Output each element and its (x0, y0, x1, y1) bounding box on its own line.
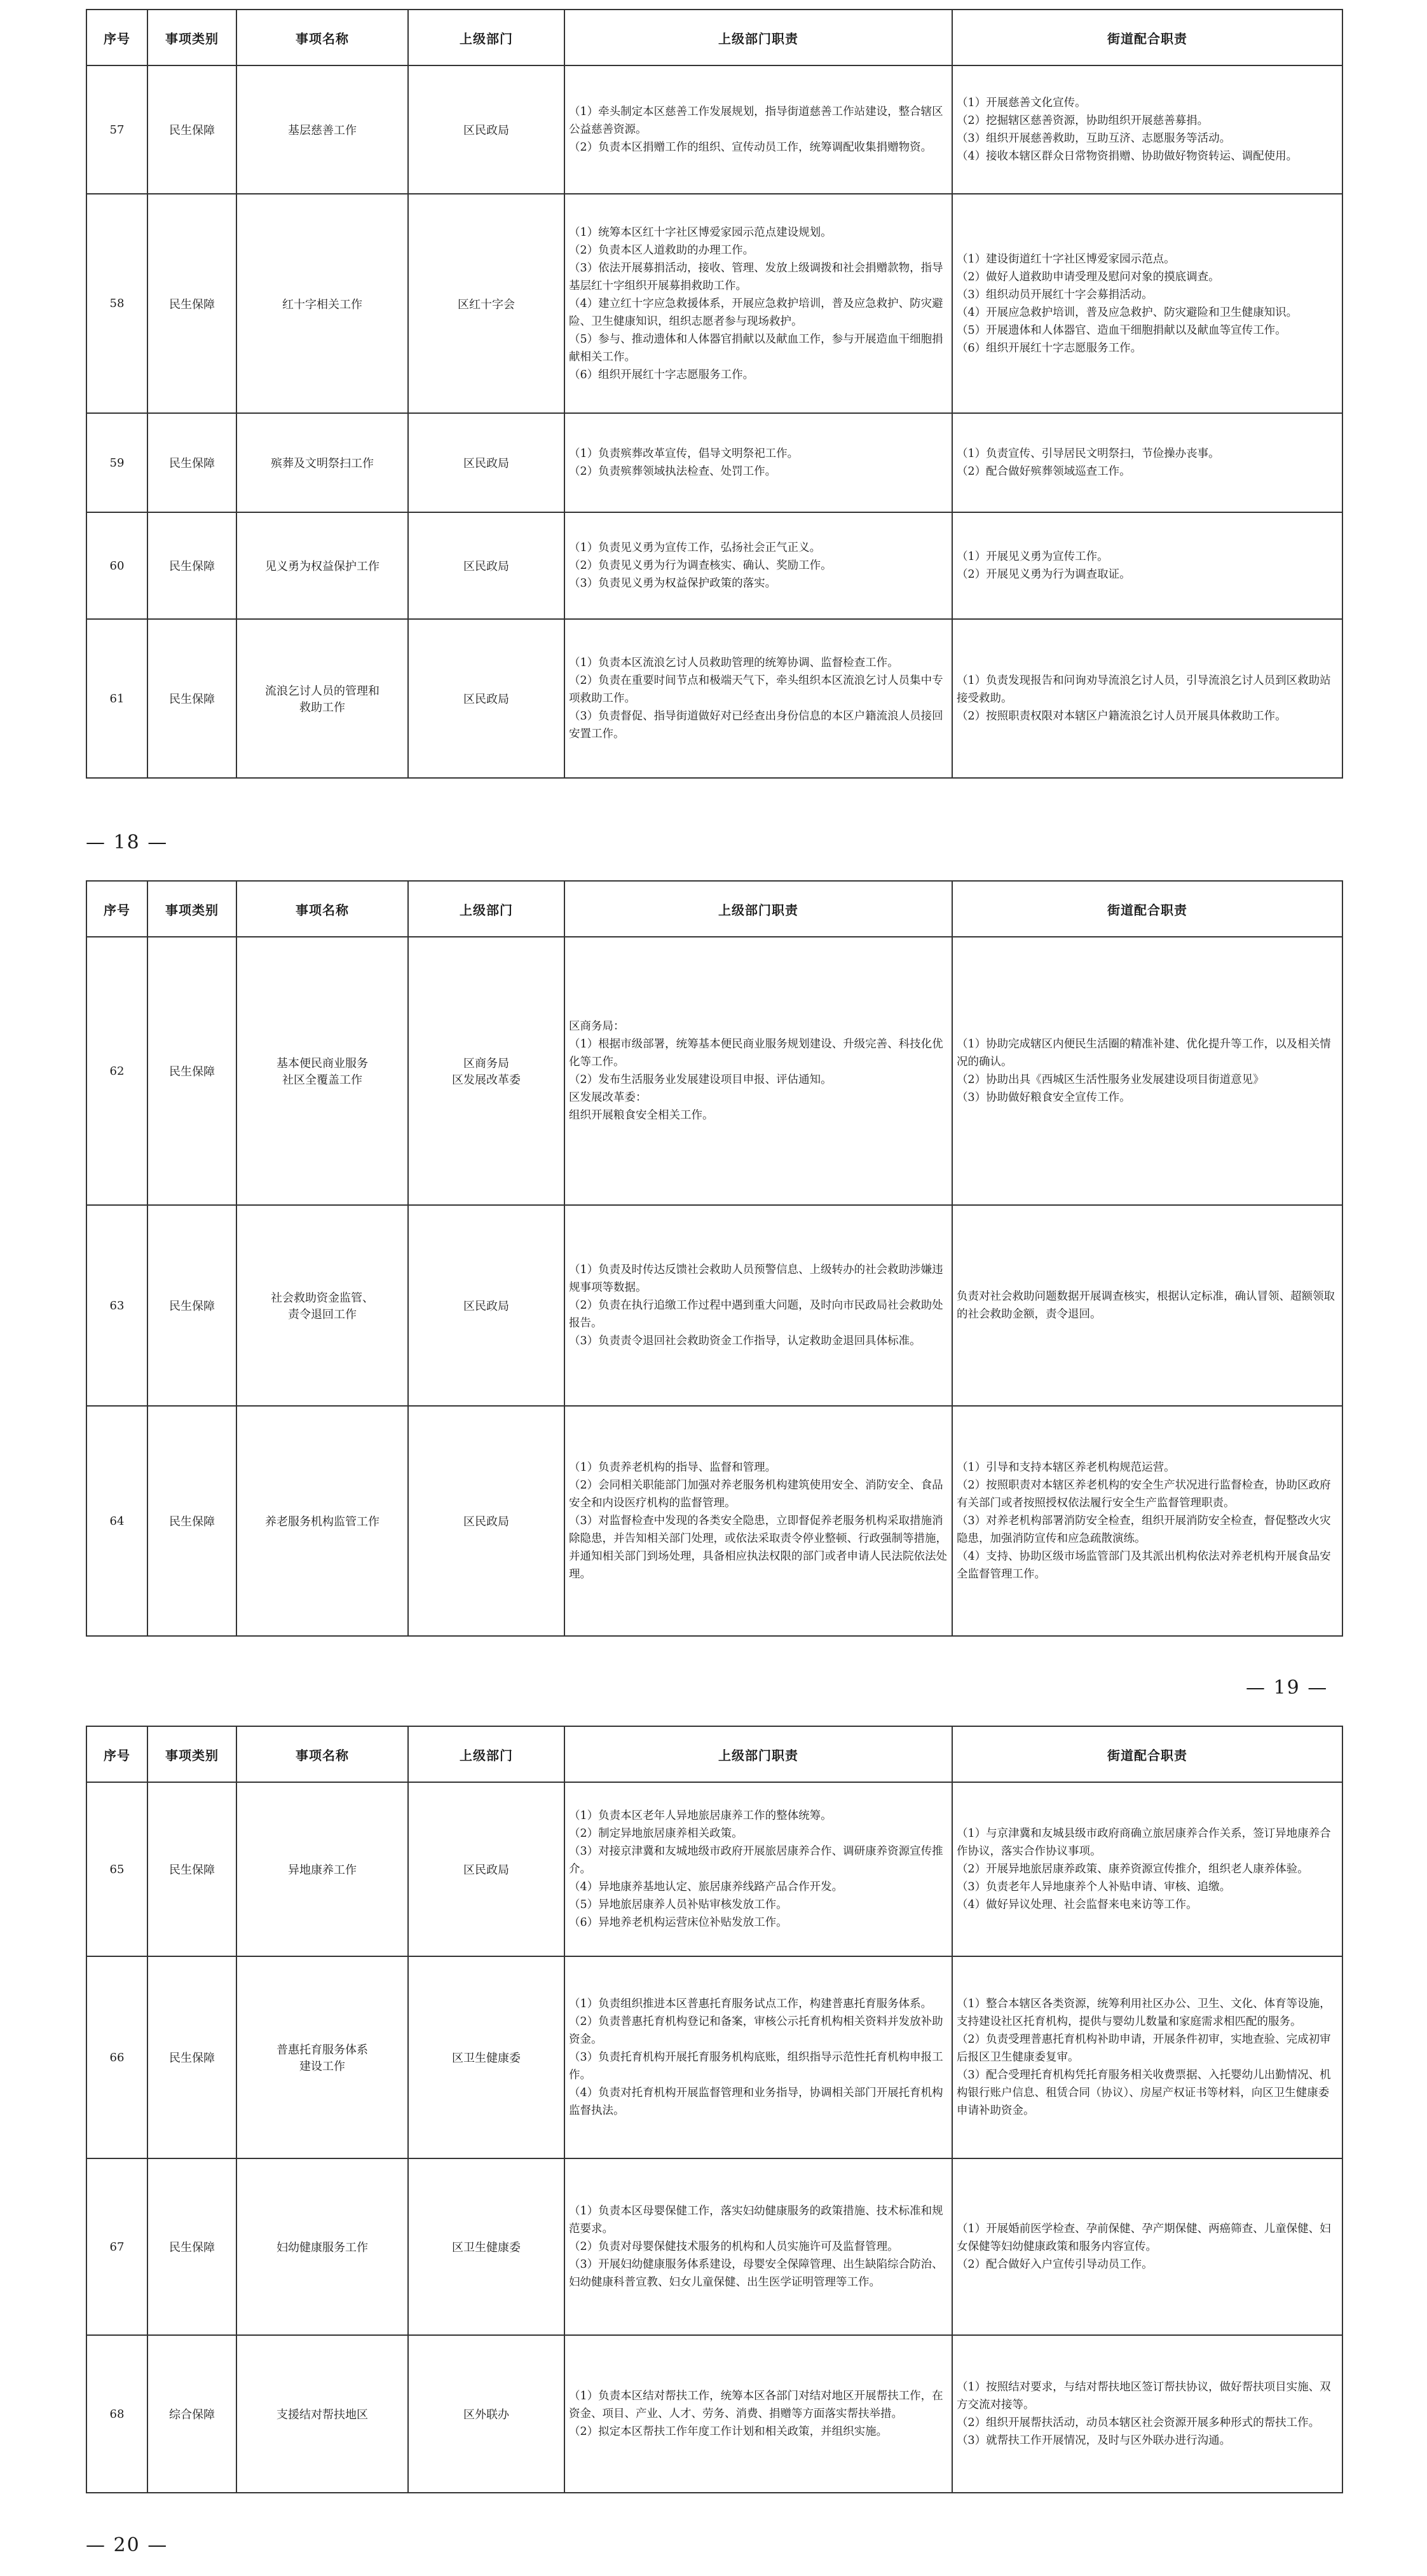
row-category: 民生保障 (147, 619, 236, 778)
header-name: 事项名称 (236, 1726, 408, 1782)
header-name: 事项名称 (236, 10, 408, 65)
table-row (86, 65, 1342, 194)
coop-line: （3）配合受理托育机构凭托育服务相关收费票据、入托婴幼儿出勤情况、机构银行账户信息、租赁合同（协议）、房屋产权证书等材料，向区卫生健康委申请补助资金。 (957, 2069, 1331, 2117)
row-duties (564, 2335, 952, 2493)
dept-line: 区民政局 (463, 693, 509, 706)
duty-line: （2）负责见义勇为行为调查核实、确认、奖励工作。 (569, 559, 832, 572)
duty-line: （3）负责托育机构开展托育服务机构底账，组织指导示范性托育机构申报工作。 (569, 2051, 943, 2082)
coop-line: （3）对养老机构部署消防安全检查，组织开展消防安全检查，督促整改火灾隐患，加强消防宣传和应急疏散演练。 (957, 1515, 1331, 1545)
row-duties (564, 619, 952, 778)
row-category: 民生保障 (147, 1782, 236, 1956)
row-name (236, 937, 408, 1205)
name-line: 殡葬及文明祭扫工作 (271, 457, 374, 470)
dept-line: 区民政局 (463, 1515, 509, 1529)
coop-line: （2）协助出具《西城区生活性服务业发展建设项目街道意见》 (957, 1073, 1264, 1086)
row-no: 65 (86, 1782, 147, 1956)
dept-line: 区卫生健康委 (452, 2052, 521, 2065)
header-duties: 上级部门职责 (564, 1726, 952, 1782)
dept-line: 区发展改革委 (452, 1073, 521, 1087)
duty-line: （2）负责殡葬领域执法检查、处罚工作。 (569, 465, 777, 478)
row-dept (408, 65, 564, 194)
header-row (86, 1726, 1342, 1782)
coop-line: （4）开展应急救护培训，普及应急救护、防灾避险和卫生健康知识。 (957, 306, 1298, 319)
row-name (236, 1782, 408, 1956)
duty-line: （5）参与、推动遗体和人体器官捐献以及献血工作，参与开展造血干细胞捐献相关工作。 (569, 332, 943, 364)
name-line: 基层慈善工作 (288, 124, 357, 137)
page-20-section (0, 1726, 1427, 2502)
duty-line: （4）异地康养基地认定、旅居康养线路产品合作开发。 (569, 1881, 843, 1893)
header-cooperation: 街道配合职责 (952, 10, 1342, 65)
coop-line: （2）组织开展帮扶活动，动员本辖区社会资源开展多种形式的帮扶工作。 (957, 2416, 1320, 2429)
row-no: 59 (86, 413, 147, 512)
coop-line: （6）组织开展红十字志愿服务工作。 (957, 341, 1142, 355)
row-category: 民生保障 (147, 1205, 236, 1406)
coop-line: （1）开展婚前医学检查、孕前保健、孕产期保健、两癌筛查、儿童保健、妇女保健等妇幼健康政策和服务内容宣传。 (957, 2223, 1331, 2253)
row-dept (408, 2335, 564, 2493)
coop-line: （2）负责受理普惠托育机构补助申请，开展条件初审，实地查验、完成初审后报区卫生健康委复审。 (957, 2033, 1331, 2064)
duty-line: （1）负责本区流浪乞讨人员救助管理的统筹协调、监督检查工作。 (569, 657, 899, 669)
name-line: 支援结对帮扶地区 (277, 2408, 368, 2422)
table-row (86, 413, 1342, 512)
row-duties (564, 512, 952, 619)
row-cooperation (952, 937, 1342, 1205)
duty-line: （4）负责对托育机构开展监督管理和业务指导，协调相关部门开展托育机构监督执法。 (569, 2087, 943, 2117)
coop-line: （1）开展慈善文化宣传。 (957, 97, 1086, 109)
name-line: 社区全覆盖工作 (282, 1073, 362, 1087)
coop-line: （2）开展见义勇为行为调查取证。 (957, 568, 1131, 581)
header-category: 事项类别 (147, 881, 236, 937)
duty-line: （6）组织开展红十字志愿服务工作。 (569, 368, 754, 381)
header-dept: 上级部门 (408, 1726, 564, 1782)
row-duties (564, 1406, 952, 1636)
responsibility-table (86, 880, 1343, 1637)
name-line: 养老服务机构监管工作 (265, 1515, 379, 1529)
coop-line: 负责对社会救助问题数据开展调查核实，根据认定标准，确认冒领、超额领取的社会救助金额，责令退回。 (957, 1290, 1335, 1321)
duty-line: （3）对监督检查中发现的各类安全隐患，立即督促养老服务机构采取措施消除隐患，并告知相关部门处理，或依法采取责令停业整顿、行政强制等措施，并通知相关部门到场处理，具备相应执法权限的部门或者申请人民法院依法处理。 (569, 1515, 947, 1581)
coop-line: （3）协助做好粮食安全宣传工作。 (957, 1091, 1131, 1104)
duty-line: （1）根据市级部署，统筹基本便民商业服务规划建设、升级完善、科技化优化等工作。 (569, 1038, 943, 1068)
row-dept (408, 2158, 564, 2335)
name-line: 救助工作 (299, 701, 345, 714)
header-no: 序号 (86, 881, 147, 937)
duty-line: （2）负责在执行追缴工作过程中遇到重大问题，及时向市民政局社会救助处报告。 (569, 1299, 943, 1330)
coop-line: （3）就帮扶工作开展情况，及时与区外联办进行沟通。 (957, 2434, 1231, 2447)
table-row (86, 194, 1342, 413)
name-line: 妇幼健康服务工作 (277, 2241, 368, 2254)
coop-line: （2）配合做好殡葬领域巡查工作。 (957, 465, 1131, 478)
row-cooperation (952, 1205, 1342, 1406)
row-no: 63 (86, 1205, 147, 1406)
row-cooperation (952, 2335, 1342, 2493)
row-duties (564, 1956, 952, 2158)
row-no: 60 (86, 512, 147, 619)
header-cooperation: 街道配合职责 (952, 1726, 1342, 1782)
row-cooperation (952, 1956, 1342, 2158)
header-cooperation: 街道配合职责 (952, 881, 1342, 937)
header-duties: 上级部门职责 (564, 10, 952, 65)
duty-line: （2）负责本区人道救助的办理工作。 (569, 243, 754, 257)
duty-line: （1）负责养老机构的指导、监督和管理。 (569, 1461, 777, 1474)
row-name (236, 512, 408, 619)
duty-line: （3）负责责令退回社会救助资金工作指导，认定救助金退回具体标准。 (569, 1335, 921, 1347)
coop-line: （3）组织开展慈善救助，互助互济、志愿服务等活动。 (957, 132, 1231, 145)
row-cooperation (952, 194, 1342, 413)
coop-line: （5）开展遗体和人体器官、造血干细胞捐献以及献血等宣传工作。 (957, 324, 1287, 337)
coop-line: （2）按照职责权限对本辖区户籍流浪乞讨人员开展具体救助工作。 (957, 710, 1287, 723)
duty-line: （2）负责普惠托育机构登记和备案，审核公示托育机构相关资料并发放补助资金。 (569, 2015, 943, 2046)
dept-line: 区卫生健康委 (452, 2241, 521, 2254)
duty-line: （3）负责见义勇为权益保护政策的落实。 (569, 577, 777, 590)
responsibility-table (86, 1726, 1343, 2493)
dept-line: 区民政局 (463, 457, 509, 470)
duty-line: （3）依法开展募捐活动，接收、管理、发放上级调拨和社会捐赠款物，指导基层红十字组织开展募捐救助工作。 (569, 261, 943, 292)
coop-line: （1）按照结对要求，与结对帮扶地区签订帮扶协议，做好帮扶项目实施、双方交流对接等。 (957, 2381, 1331, 2411)
row-category: 民生保障 (147, 937, 236, 1205)
duty-line: （1）统筹本区红十字社区博爱家园示范点建设规划。 (569, 226, 832, 239)
coop-line: （3）组织动员开展红十字会募捐活动。 (957, 288, 1153, 301)
duty-line: （1）负责本区结对帮扶工作，统筹本区各部门对结对地区开展帮扶工作，在资金、项目、产业、人才、劳务、消费、捐赠等方面落实帮扶举措。 (569, 2390, 943, 2420)
row-category: 民生保障 (147, 194, 236, 413)
row-cooperation (952, 1782, 1342, 1956)
duty-line: （2）负责对母婴保健技术服务的机构和人员实施许可及监督管理。 (569, 2240, 899, 2253)
row-category: 民生保障 (147, 65, 236, 194)
row-name (236, 1205, 408, 1406)
row-no: 67 (86, 2158, 147, 2335)
dept-line: 区民政局 (463, 124, 509, 137)
row-category: 民生保障 (147, 2158, 236, 2335)
duty-line: （1）负责本区老年人异地旅居康养工作的整体统筹。 (569, 1809, 832, 1822)
duty-line: （3）开展妇幼健康服务体系建设，母婴安全保障管理、出生缺陷综合防治、妇幼健康科普宣教、妇女儿童保健、出生医学证明管理等工作。 (569, 2258, 943, 2289)
table-row (86, 1406, 1342, 1636)
row-name (236, 619, 408, 778)
row-no: 66 (86, 1956, 147, 2158)
row-dept (408, 619, 564, 778)
name-line: 普惠托育服务体系 (277, 2043, 368, 2057)
duty-line: （2）负责本区捐赠工作的组织、宣传动员工作，统筹调配收集捐赠物资。 (569, 141, 932, 154)
name-line: 责令退回工作 (288, 1308, 357, 1321)
row-name (236, 2335, 408, 2493)
duty-line: 区发展改革委： (569, 1091, 647, 1104)
coop-line: （2）做好人道救助申请受理及慰问对象的摸底调查。 (957, 270, 1220, 283)
duty-line: （1）牵头制定本区慈善工作发展规划，指导街道慈善工作站建设，整合辖区公益慈善资源。 (569, 106, 943, 136)
row-name (236, 1956, 408, 2158)
row-duties (564, 65, 952, 194)
row-no: 68 (86, 2335, 147, 2493)
coop-line: （1）整合本辖区各类资源，统筹利用社区办公、卫生、文化、体育等设施，支持建设社区托育机构，提供与婴幼儿数量和家庭需求相匹配的服务。 (957, 1998, 1331, 2028)
header-category: 事项类别 (147, 10, 236, 65)
dept-line: 区外联办 (463, 2408, 509, 2422)
name-line: 异地康养工作 (288, 1864, 357, 1877)
row-dept (408, 194, 564, 413)
page-19-section (0, 880, 1427, 1651)
duty-line: （3）对接京津冀和友城地级市政府开展旅居康养合作、调研康养资源宣传推介。 (569, 1845, 943, 1876)
row-no: 57 (86, 65, 147, 194)
table-row (86, 1956, 1342, 2158)
duty-line: （1）负责组织推进本区普惠托育服务试点工作，构建普惠托育服务体系。 (569, 1998, 932, 2010)
row-dept (408, 1406, 564, 1636)
coop-line: （1）协助完成辖区内便民生活圈的精准补建、优化提升等工作，以及相关情况的确认。 (957, 1038, 1331, 1068)
coop-line: （1）建设街道红十字社区博爱家园示范点。 (957, 252, 1175, 266)
row-name (236, 2158, 408, 2335)
row-cooperation (952, 1406, 1342, 1636)
row-category: 民生保障 (147, 1956, 236, 2158)
row-name (236, 1406, 408, 1636)
dept-line: 区商务局 (463, 1057, 509, 1070)
row-duties (564, 1782, 952, 1956)
header-category: 事项类别 (147, 1726, 236, 1782)
header-no: 序号 (86, 10, 147, 65)
page-number: — 20 — (86, 2534, 168, 2556)
row-dept (408, 1956, 564, 2158)
coop-line: （1）与京津冀和友城县级市政府商确立旅居康养合作关系，签订异地康养合作协议，落实合作协议事项。 (957, 1827, 1331, 1858)
name-line: 流浪乞讨人员的管理和 (265, 685, 379, 698)
row-dept (408, 512, 564, 619)
name-line: 基本便民商业服务 (277, 1057, 368, 1070)
duty-line: 组织开展粮食安全相关工作。 (569, 1109, 714, 1122)
row-no: 64 (86, 1406, 147, 1636)
duty-line: （2）负责在重要时间节点和极端天气下，牵头组织本区流浪乞讨人员集中专项救助工作。 (569, 674, 943, 705)
duty-line: （2）制定异地旅居康养相关政策。 (569, 1827, 743, 1840)
table-row (86, 1782, 1342, 1956)
row-duties (564, 194, 952, 413)
coop-line: （4）做好异议处理、社会监督来电来访等工作。 (957, 1898, 1198, 1911)
coop-line: （1）负责发现报告和问询劝导流浪乞讨人员，引导流浪乞讨人员到区救助站接受救助。 (957, 674, 1331, 705)
coop-line: （2）开展异地旅居康养政策、康养资源宣传推介，组织老人康养体验。 (957, 1863, 1309, 1876)
coop-line: （2）按照职责对本辖区养老机构的安全生产状况进行监督检查，协助区政府有关部门或者按照授权依法履行安全生产监督管理职责。 (957, 1479, 1331, 1509)
row-cooperation (952, 2158, 1342, 2335)
row-name (236, 65, 408, 194)
duty-line: （2）发布生活服务业发展建设项目申报、评估通知。 (569, 1073, 832, 1086)
row-dept (408, 1205, 564, 1406)
row-dept (408, 937, 564, 1205)
coop-line: （1）开展见义勇为宣传工作。 (957, 550, 1109, 563)
duty-line: （5）异地旅居康养人员补贴审核发放工作。 (569, 1898, 788, 1911)
name-line: 红十字相关工作 (282, 297, 362, 311)
duty-line: （1）负责及时传达反馈社会救助人员预警信息、上级转办的社会救助涉嫌违规事项等数据。 (569, 1264, 943, 1294)
table-row (86, 619, 1342, 778)
table-row (86, 512, 1342, 619)
row-duties (564, 1205, 952, 1406)
name-line: 见义勇为权益保护工作 (265, 560, 379, 573)
coop-line: （3）负责老年人异地康养个人补贴申请、审核、追缴。 (957, 1881, 1231, 1893)
duty-line: （1）负责本区母婴保健工作，落实妇幼健康服务的政策措施、技术标准和规范要求。 (569, 2205, 943, 2235)
duty-line: （2）拟定本区帮扶工作年度工作计划和相关政策，并组织实施。 (569, 2425, 888, 2438)
dept-line: 区民政局 (463, 1300, 509, 1313)
row-dept (408, 413, 564, 512)
header-no: 序号 (86, 1726, 147, 1782)
row-name (236, 194, 408, 413)
duty-line: （1）负责见义勇为宣传工作，弘扬社会正气正义。 (569, 542, 821, 554)
coop-line: （4）接收本辖区群众日常物资捐赠、协助做好物资转运、调配使用。 (957, 150, 1298, 163)
coop-line: （2）配合做好入户宣传引导动员工作。 (957, 2258, 1153, 2271)
dept-line: 区民政局 (463, 560, 509, 573)
coop-line: （4）支持、协助区级市场监管部门及其派出机构依法对养老机构开展食品安全监督管理工作。 (957, 1550, 1331, 1581)
header-name: 事项名称 (236, 881, 408, 937)
dept-line: 区红十字会 (458, 297, 515, 311)
header-row (86, 10, 1342, 65)
table-row (86, 937, 1342, 1205)
duty-line: （1）负责殡葬改革宣传，倡导文明祭祀工作。 (569, 447, 799, 460)
page-18-section (0, 9, 1427, 778)
header-duties: 上级部门职责 (564, 881, 952, 937)
row-no: 58 (86, 194, 147, 413)
header-dept: 上级部门 (408, 10, 564, 65)
row-no: 62 (86, 937, 147, 1205)
duty-line: 区商务局： (569, 1020, 625, 1033)
table-row (86, 2335, 1342, 2493)
row-category: 综合保障 (147, 2335, 236, 2493)
duty-line: （2）会同相关职能部门加强对养老服务机构建筑使用安全、消防安全、食品安全和内设医疗机构的监督管理。 (569, 1479, 943, 1509)
header-row (86, 881, 1342, 937)
coop-line: （1）引导和支持本辖区养老机构规范运营。 (957, 1461, 1175, 1474)
row-cooperation (952, 512, 1342, 619)
duty-line: （3）负责督促、指导街道做好对已经查出身份信息的本区户籍流浪人员接回安置工作。 (569, 710, 943, 740)
coop-line: （2）挖掘辖区慈善资源，协助组织开展慈善募捐。 (957, 114, 1209, 127)
row-cooperation (952, 413, 1342, 512)
row-duties (564, 2158, 952, 2335)
coop-line: （1）负责宣传、引导居民文明祭扫，节俭操办丧事。 (957, 447, 1220, 460)
header-dept: 上级部门 (408, 881, 564, 937)
duty-line: （6）异地养老机构运营床位补贴发放工作。 (569, 1916, 788, 1929)
page-number: — 18 — (86, 831, 168, 854)
row-cooperation (952, 619, 1342, 778)
row-cooperation (952, 65, 1342, 194)
row-duties (564, 413, 952, 512)
row-category: 民生保障 (147, 1406, 236, 1636)
name-line: 社会救助资金监管、 (271, 1291, 374, 1305)
table-row (86, 2158, 1342, 2335)
dept-line: 区民政局 (463, 1864, 509, 1877)
row-dept (408, 1782, 564, 1956)
responsibility-table (86, 9, 1343, 779)
row-category: 民生保障 (147, 413, 236, 512)
page-number: — 19 — (1246, 1677, 1328, 1699)
duty-line: （4）建立红十字应急救援体系，开展应急救护培训，普及应急救护、防灾避险、卫生健康知识，组织志愿者参与现场救护。 (569, 297, 943, 328)
row-no: 61 (86, 619, 147, 778)
row-duties (564, 937, 952, 1205)
name-line: 建设工作 (299, 2060, 345, 2073)
row-name (236, 413, 408, 512)
table-row (86, 1205, 1342, 1406)
row-category: 民生保障 (147, 512, 236, 619)
